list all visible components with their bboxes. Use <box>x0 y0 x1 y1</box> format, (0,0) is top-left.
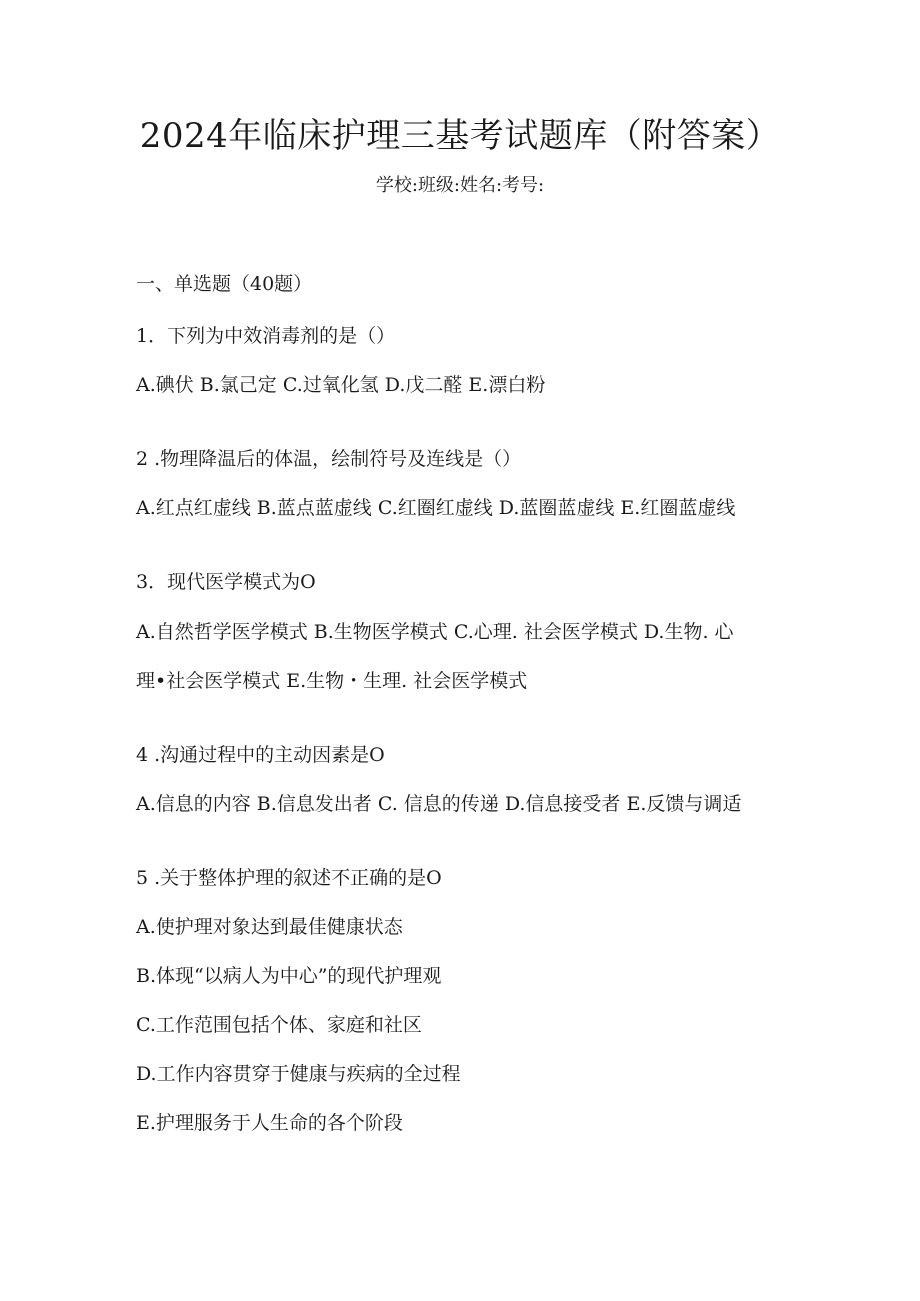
question-5-stem: 5 .关于整体护理的叙述不正确的是O <box>136 867 442 889</box>
question-1-options: A.碘伏 B.氯己定 C.过氧化氢 D.戊二醛 E.漂白粉 <box>136 374 546 396</box>
question-5-option-b: B.体现“以病人为中心”的现代护理观 <box>136 965 442 987</box>
section-heading: 一、单选题（40题） <box>136 273 313 295</box>
document-title: 2024年临床护理三基考试题库（附答案） <box>139 116 781 156</box>
question-5-option-d: D.工作内容贯穿于健康与疾病的全过程 <box>136 1063 461 1085</box>
question-1-stem: 1．下列为中效消毒剂的是（） <box>136 325 396 347</box>
question-4-options: A.信息的内容 B.信息发出者 C. 信息的传递 D.信息接受者 E.反馈与调适 <box>136 793 742 815</box>
document-subtitle: 学校:班级:姓名:考号: <box>375 175 545 196</box>
question-3-stem: 3．现代医学模式为O <box>136 571 316 593</box>
question-5-option-c: C.工作范围包括个体、家庭和社区 <box>136 1014 422 1036</box>
question-5-option-e: E.护理服务于人生命的各个阶段 <box>136 1112 403 1134</box>
question-4-stem: 4 .沟通过程中的主动因素是O <box>136 744 385 766</box>
question-3-options-line-1: A.自然哲学医学模式 B.生物医学模式 C.心理. 社会医学模式 D.生物. 心 <box>136 621 734 643</box>
question-2-stem: 2 .物理降温后的体温，绘制符号及连线是（） <box>136 448 522 470</box>
question-2-options: A.红点红虚线 B.蓝点蓝虚线 C.红圈红虚线 D.蓝圈蓝虚线 E.红圈蓝虚线 <box>136 497 736 519</box>
question-5-option-a: A.使护理对象达到最佳健康状态 <box>136 916 403 938</box>
question-3-options-line-2: 理•社会医学模式 E.生物・生理. 社会医学模式 <box>136 670 528 692</box>
